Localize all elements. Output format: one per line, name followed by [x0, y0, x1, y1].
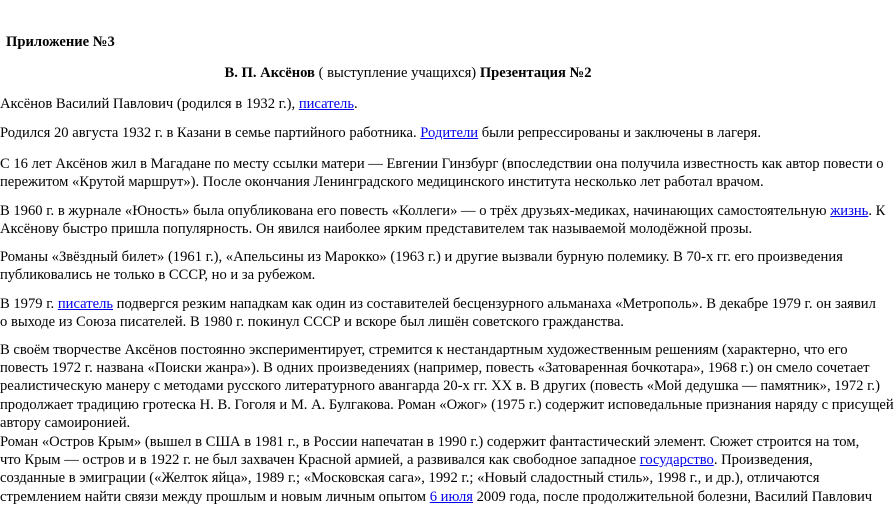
paragraph-line: о выходе из Союза писателей. В 1980 г. покинул СССР и вскоре был лишён советского гражданства. [0, 314, 624, 331]
text-run: В 1979 г. [0, 296, 58, 312]
paragraph-yunost [0, 202, 886, 238]
paragraph-line: реалистическую манеру с методами русского литературного авангарда 20-х гг. XX в. В других (повесть «Мой дедушка — памятник», 1972 г.) [0, 378, 880, 395]
state-link[interactable]: государство [639, 452, 714, 469]
paragraph-line [0, 451, 840, 469]
paragraph-line [0, 295, 876, 313]
paragraph-line: повесть 1972 г. названа «Поиски жанра»). В одних произведениях (например, повесть «Затоваренная бочкотара», 1968 г.) он смело сочетает [0, 360, 870, 377]
paragraph-line [0, 124, 840, 142]
text-run: . Произведения, [713, 452, 813, 469]
text-run: 2009 года, после продолжительной болезни, Василий Павлович [472, 488, 873, 505]
text-run: подвергся резким нападкам как один из составителей бесцензурного альманаха «Метрополь». В декабре 1979 г. он заявил [113, 296, 876, 312]
paragraph-origin [0, 124, 840, 142]
life-link[interactable]: жизнь [830, 203, 869, 219]
paragraph-line [0, 488, 873, 506]
paragraph-metropol [0, 295, 876, 331]
paragraph-line: пережитом «Крутой маршрут»). После окончания Ленинградского медицинского института несколько лет работал врачом. [0, 174, 764, 191]
text-run: стремлением найти связи между прошлым и новым личным опытом [0, 488, 430, 505]
paragraph-novels [0, 248, 843, 284]
paragraph-line: публиковались не только в СССР, но и за рубежом. [0, 267, 316, 284]
text-run: что Крым — остров и в 1922 г. не был захвачен Красной армией, а развивался как свободное западное [0, 452, 640, 469]
paragraph-line: Аксёнову быстро пришла популярность. Он явился наиболее ярким представителем так называемой молодёжной прозы. [0, 221, 753, 238]
parents-link[interactable]: Родители [420, 125, 479, 141]
paragraph-birth [0, 95, 840, 113]
presentation-subheading [0, 64, 816, 82]
paragraph-crimea [0, 433, 873, 506]
paragraph-line [0, 202, 886, 220]
text-run: . К [868, 203, 886, 219]
paragraph-magadan [0, 155, 884, 191]
text-run: Аксёнов Василий Павлович (родился в 1932 г.), [0, 96, 299, 112]
writer-link[interactable]: писатель [298, 96, 354, 112]
subheading-note: ( выступление учащихся) [314, 65, 480, 81]
presentation-label: Презентация №2 [479, 65, 592, 81]
paragraph-creativity [0, 341, 894, 432]
author-name: В. П. Аксёнов [224, 65, 315, 81]
paragraph-line: автору самоиронией. [0, 414, 131, 431]
paragraph-line: продолжает традицию гротеска Н. В. Гоголя и М. А. Булгакова. Роман «Ожог» (1975 г.) содержит исповедальные признания наряду с присущей [0, 396, 894, 413]
paragraph-line: Романы «Звёздный билет» (1961 г.), «Апельсины из Марокко» (1963 г.) и другие вызвали бурную полемику. В 70-х гг. его произведения [0, 249, 843, 265]
paragraph-line: созданные в эмиграции («Желток яйца», 1989 г.; «Московская сага», 1992 г.; «Новый сладостный стиль», 1998 г., и др.), отличаются [0, 470, 820, 487]
text-run: были репрессированы и заключены в лагеря. [478, 125, 761, 141]
paragraph-line: В своём творчестве Аксёнов постоянно экспериментирует, стремится к нестандартным художественным решениям (характерно, что его [0, 342, 848, 358]
text-run: В 1960 г. в журнале «Юность» была опубликована его повесть «Коллеги» — о трёх друзьях-медиках, начинающих самостоятельную [0, 203, 831, 219]
date-link[interactable]: 6 июля [429, 488, 473, 505]
paragraph-line [0, 95, 840, 113]
paragraph-line: С 16 лет Аксёнов жил в Магадане по месту ссылки матери — Евгении Гинзбург (впоследствии она получила известность как автор повести о [0, 156, 884, 172]
appendix-heading: Приложение №3 [6, 34, 115, 50]
text-run: . [353, 96, 358, 112]
writer-link-2[interactable]: писатель [57, 296, 114, 312]
paragraph-line: Роман «Остров Крым» (вышел в США в 1981 г., в России напечатан в 1990 г.) содержит фантастический элемент. Сюжет строится на том, [0, 434, 860, 450]
text-run: Родился 20 августа 1932 г. в Казани в семье партийного работника. [0, 125, 421, 141]
